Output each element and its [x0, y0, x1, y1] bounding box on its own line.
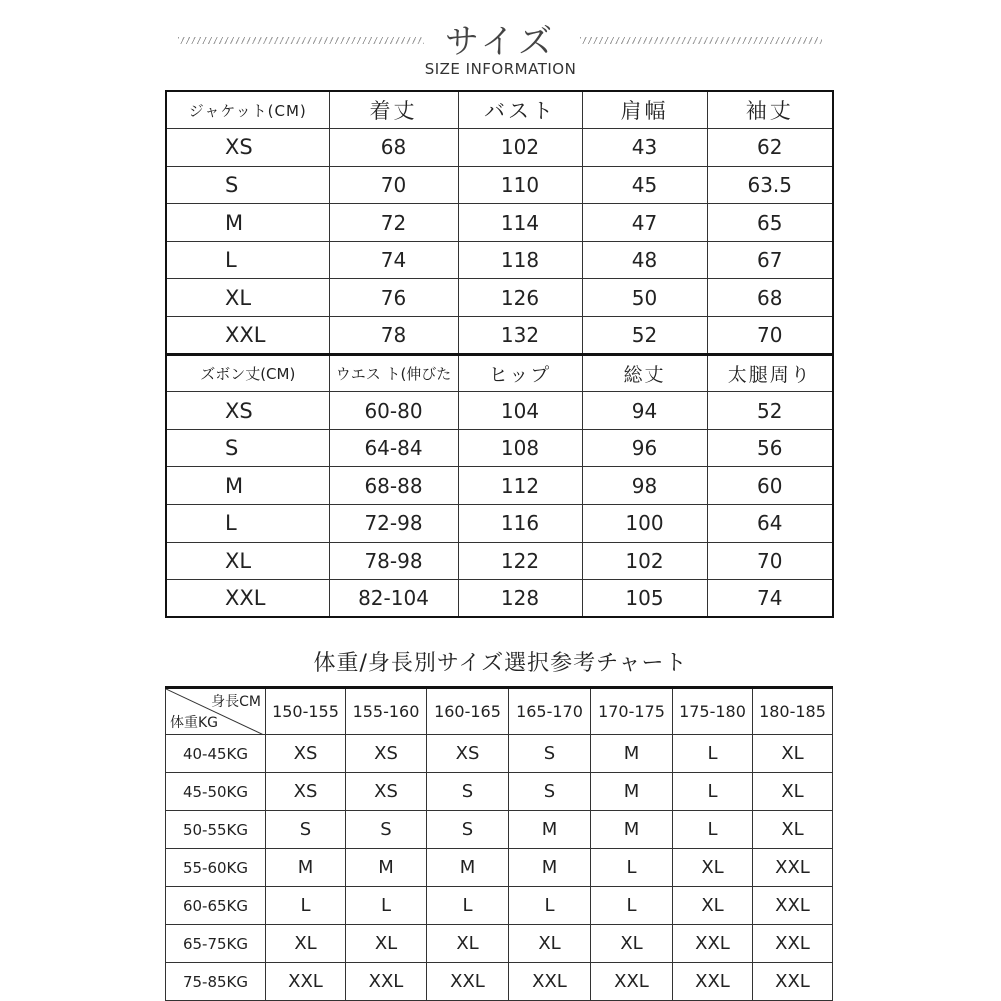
- pants-size: XL: [166, 542, 329, 580]
- size-cell: XXL: [753, 925, 833, 963]
- pants-size: XXL: [166, 580, 329, 618]
- jacket-cell: 110: [458, 166, 582, 204]
- size-cell: XS: [266, 773, 346, 811]
- jacket-col-bust: バスト: [458, 91, 582, 129]
- jacket-size: S: [166, 166, 329, 204]
- height-range: 175-180: [673, 688, 753, 735]
- pants-cell: 94: [582, 392, 707, 430]
- pants-cell: 82-104: [329, 580, 458, 618]
- reference-row: [166, 887, 833, 925]
- reference-row: [166, 925, 833, 963]
- size-cell: M: [509, 811, 591, 849]
- jacket-cell: 50: [582, 279, 707, 317]
- size-cell: L: [509, 887, 591, 925]
- size-cell: XS: [346, 735, 427, 773]
- pants-size: XS: [166, 392, 329, 430]
- pants-cell: 105: [582, 580, 707, 618]
- size-cell: M: [591, 811, 673, 849]
- height-range: 180-185: [753, 688, 833, 735]
- weight-range: 40-45KG: [166, 735, 266, 773]
- jacket-cell: 65: [707, 204, 833, 242]
- size-cell: XXL: [591, 963, 673, 1001]
- height-range: 155-160: [346, 688, 427, 735]
- size-cell: M: [266, 849, 346, 887]
- pants-label: ズボン丈(CM): [166, 354, 329, 392]
- pants-cell: 100: [582, 505, 707, 543]
- weight-range: 65-75KG: [166, 925, 266, 963]
- size-cell: XXL: [266, 963, 346, 1001]
- size-cell: L: [673, 773, 753, 811]
- pants-cell: 64: [707, 505, 833, 543]
- page-subtitle: SIZE INFORMATION: [424, 60, 577, 78]
- size-cell: XXL: [346, 963, 427, 1001]
- weight-range: 50-55KG: [166, 811, 266, 849]
- size-cell: XL: [591, 925, 673, 963]
- size-cell: XXL: [673, 963, 753, 1001]
- jacket-cell: 62: [707, 129, 833, 167]
- pants-cell: 72-98: [329, 505, 458, 543]
- size-cell: XS: [266, 735, 346, 773]
- jacket-size: L: [166, 241, 329, 279]
- size-cell: S: [427, 811, 509, 849]
- size-cell: L: [673, 735, 753, 773]
- jacket-size: M: [166, 204, 329, 242]
- jacket-row: [166, 279, 833, 317]
- jacket-cell: 126: [458, 279, 582, 317]
- size-cell: L: [673, 811, 753, 849]
- reference-row: [166, 963, 833, 1001]
- pants-cell: 116: [458, 505, 582, 543]
- reference-header-row: [166, 688, 833, 735]
- size-cell: XXL: [753, 963, 833, 1001]
- jacket-cell: 45: [582, 166, 707, 204]
- weight-range: 75-85KG: [166, 963, 266, 1001]
- reference-row: [166, 811, 833, 849]
- jacket-size: XL: [166, 279, 329, 317]
- pants-col-thigh: 太腿周り: [707, 354, 833, 392]
- pants-size: S: [166, 429, 329, 467]
- jacket-cell: 48: [582, 241, 707, 279]
- jacket-header-row: [166, 91, 833, 129]
- jacket-size: XS: [166, 129, 329, 167]
- weight-range: 55-60KG: [166, 849, 266, 887]
- pants-row: [166, 542, 833, 580]
- jacket-cell: 70: [707, 317, 833, 355]
- size-cell: S: [509, 773, 591, 811]
- decorative-hatch-right: [580, 37, 822, 44]
- pants-cell: 112: [458, 467, 582, 505]
- size-cell: XL: [753, 773, 833, 811]
- jacket-cell: 74: [329, 241, 458, 279]
- weight-axis-label: 体重KG: [170, 715, 219, 731]
- weight-range: 45-50KG: [166, 773, 266, 811]
- jacket-cell: 72: [329, 204, 458, 242]
- size-cell: S: [509, 735, 591, 773]
- size-cell: XXL: [509, 963, 591, 1001]
- pants-cell: 104: [458, 392, 582, 430]
- reference-chart-title: 体重/身長別サイズ選択参考チャート: [313, 651, 688, 676]
- pants-header-row: [166, 354, 833, 392]
- pants-cell: 108: [458, 429, 582, 467]
- size-cell: L: [346, 887, 427, 925]
- size-table: [165, 90, 834, 618]
- jacket-size: XXL: [166, 317, 329, 355]
- height-range: 170-175: [591, 688, 673, 735]
- pants-row: [166, 505, 833, 543]
- jacket-col-shoulder: 肩幅: [582, 91, 707, 129]
- size-cell: S: [266, 811, 346, 849]
- pants-cell: 52: [707, 392, 833, 430]
- size-cell: XXL: [673, 925, 753, 963]
- size-cell: XS: [346, 773, 427, 811]
- pants-row: [166, 429, 833, 467]
- size-cell: M: [591, 773, 673, 811]
- pants-cell: 122: [458, 542, 582, 580]
- size-cell: M: [427, 849, 509, 887]
- pants-cell: 102: [582, 542, 707, 580]
- height-range: 150-155: [266, 688, 346, 735]
- reference-row: [166, 773, 833, 811]
- pants-cell: 64-84: [329, 429, 458, 467]
- size-cell: L: [266, 887, 346, 925]
- jacket-cell: 63.5: [707, 166, 833, 204]
- jacket-cell: 76: [329, 279, 458, 317]
- pants-cell: 68-88: [329, 467, 458, 505]
- jacket-col-length: 着丈: [329, 91, 458, 129]
- reference-row: [166, 735, 833, 773]
- size-cell: XL: [673, 887, 753, 925]
- pants-cell: 128: [458, 580, 582, 618]
- size-cell: XXL: [427, 963, 509, 1001]
- pants-cell: 74: [707, 580, 833, 618]
- size-cell: M: [591, 735, 673, 773]
- pants-cell: 70: [707, 542, 833, 580]
- jacket-row: [166, 166, 833, 204]
- size-cell: XL: [266, 925, 346, 963]
- jacket-cell: 68: [329, 129, 458, 167]
- jacket-cell: 118: [458, 241, 582, 279]
- jacket-cell: 102: [458, 129, 582, 167]
- size-cell: XS: [427, 735, 509, 773]
- jacket-cell: 68: [707, 279, 833, 317]
- size-cell: M: [509, 849, 591, 887]
- reference-row: [166, 849, 833, 887]
- pants-row: [166, 392, 833, 430]
- jacket-label: ジャケット(CM): [166, 91, 329, 129]
- height-axis-label: 身長CM: [211, 694, 261, 710]
- jacket-cell: 43: [582, 129, 707, 167]
- weight-range: 60-65KG: [166, 887, 266, 925]
- page-title: サイズ: [444, 22, 557, 62]
- height-range: 160-165: [427, 688, 509, 735]
- jacket-col-sleeve: 袖丈: [707, 91, 833, 129]
- jacket-cell: 67: [707, 241, 833, 279]
- pants-cell: 98: [582, 467, 707, 505]
- size-cell: L: [591, 849, 673, 887]
- pants-cell: 56: [707, 429, 833, 467]
- pants-col-length: 総丈: [582, 354, 707, 392]
- height-range: 165-170: [509, 688, 591, 735]
- size-cell: XL: [753, 735, 833, 773]
- pants-cell: 78-98: [329, 542, 458, 580]
- pants-cell: 60: [707, 467, 833, 505]
- size-cell: XL: [673, 849, 753, 887]
- pants-col-hip: ヒップ: [458, 354, 582, 392]
- jacket-row: [166, 129, 833, 167]
- size-cell: L: [427, 887, 509, 925]
- size-cell: XL: [509, 925, 591, 963]
- jacket-cell: 132: [458, 317, 582, 355]
- pants-row: [166, 467, 833, 505]
- pants-size: L: [166, 505, 329, 543]
- reference-corner-cell: [166, 688, 266, 735]
- jacket-row: [166, 317, 833, 355]
- pants-col-waist: ウエス ト(伸びた: [329, 354, 458, 392]
- size-cell: XL: [427, 925, 509, 963]
- jacket-cell: 47: [582, 204, 707, 242]
- jacket-cell: 70: [329, 166, 458, 204]
- reference-table: [165, 686, 833, 1001]
- jacket-row: [166, 241, 833, 279]
- size-cell: S: [427, 773, 509, 811]
- size-cell: S: [346, 811, 427, 849]
- jacket-cell: 114: [458, 204, 582, 242]
- size-cell: L: [591, 887, 673, 925]
- jacket-cell: 52: [582, 317, 707, 355]
- jacket-cell: 78: [329, 317, 458, 355]
- size-cell: XXL: [753, 887, 833, 925]
- pants-row: [166, 580, 833, 618]
- pants-cell: 60-80: [329, 392, 458, 430]
- page-header: [0, 0, 1001, 90]
- size-cell: XL: [346, 925, 427, 963]
- jacket-row: [166, 204, 833, 242]
- pants-cell: 96: [582, 429, 707, 467]
- size-cell: XXL: [753, 849, 833, 887]
- size-cell: M: [346, 849, 427, 887]
- pants-size: M: [166, 467, 329, 505]
- size-cell: XL: [753, 811, 833, 849]
